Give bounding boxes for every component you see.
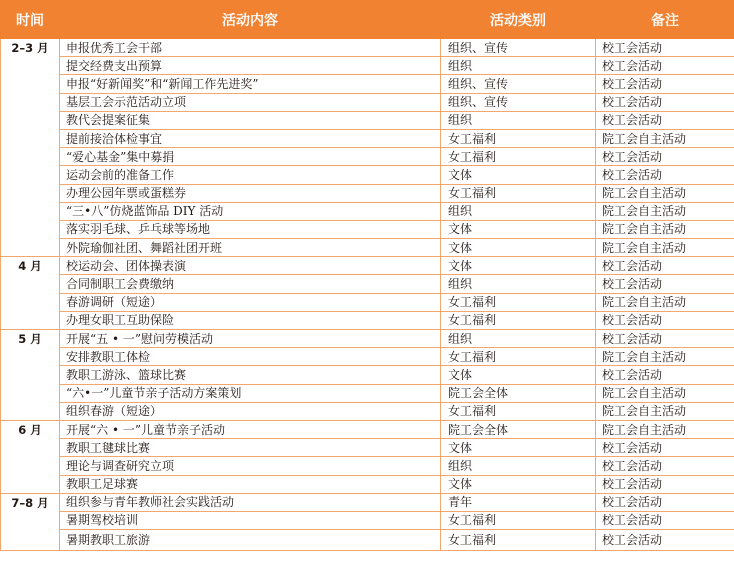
note-cell: 校工会活动 <box>596 439 734 457</box>
table-row <box>1 530 734 551</box>
note-cell: 院工会自主活动 <box>596 220 734 238</box>
activity-cell: 组织春游（短途） <box>60 402 441 420</box>
activity-cell: 开展“五 • 一”慰问劳模活动 <box>60 330 441 348</box>
activity-cell: 校运动会、团体操表演 <box>60 257 441 275</box>
category-cell: 院工会全体 <box>441 384 596 402</box>
activity-cell: 基层工会示范活动立项 <box>60 93 441 111</box>
header-note: 备注 <box>596 1 734 39</box>
note-cell: 校工会活动 <box>596 366 734 384</box>
note-cell: 院工会自主活动 <box>596 184 734 202</box>
note-cell: 院工会自主活动 <box>596 348 734 366</box>
category-cell: 文体 <box>441 239 596 257</box>
category-cell: 女工福利 <box>441 402 596 420</box>
activity-cell: 教职工游泳、篮球比赛 <box>60 366 441 384</box>
note-cell: 院工会自主活动 <box>596 202 734 220</box>
note-cell: 校工会活动 <box>596 457 734 475</box>
table-row <box>1 493 734 511</box>
table-row <box>1 148 734 166</box>
table-row <box>1 384 734 402</box>
note-cell: 校工会活动 <box>596 148 734 166</box>
note-cell: 院工会自主活动 <box>596 129 734 147</box>
note-cell: 校工会活动 <box>596 530 734 551</box>
table-row <box>1 511 734 529</box>
table-row <box>1 166 734 184</box>
note-cell: 校工会活动 <box>596 330 734 348</box>
category-cell: 文体 <box>441 366 596 384</box>
category-cell: 女工福利 <box>441 530 596 551</box>
note-cell: 校工会活动 <box>596 166 734 184</box>
time-cell: 6 月 <box>1 420 60 493</box>
category-cell: 院工会全体 <box>441 420 596 438</box>
note-cell: 院工会自主活动 <box>596 239 734 257</box>
category-cell: 组织 <box>441 57 596 75</box>
category-cell: 女工福利 <box>441 311 596 329</box>
activity-cell: 落实羽毛球、乒乓球等场地 <box>60 220 441 238</box>
table-row <box>1 239 734 257</box>
table-row <box>1 57 734 75</box>
category-cell: 组织 <box>441 111 596 129</box>
category-cell: 女工福利 <box>441 148 596 166</box>
table-row <box>1 366 734 384</box>
header-row <box>1 1 734 39</box>
category-cell: 女工福利 <box>441 184 596 202</box>
note-cell: 校工会活动 <box>596 111 734 129</box>
table-row <box>1 184 734 202</box>
table-row <box>1 111 734 129</box>
category-cell: 女工福利 <box>441 511 596 529</box>
activity-cell: 办理女职工互助保险 <box>60 311 441 329</box>
table-row <box>1 457 734 475</box>
time-cell: 4 月 <box>1 257 60 330</box>
activity-cell: 暑期教职工旅游 <box>60 530 441 551</box>
note-cell: 校工会活动 <box>596 493 734 511</box>
header-category: 活动类别 <box>441 1 596 39</box>
header-activity: 活动内容 <box>60 1 441 39</box>
note-cell: 院工会自主活动 <box>596 293 734 311</box>
table-row <box>1 402 734 420</box>
table-row <box>1 75 734 93</box>
activity-cell: 暑期驾校培训 <box>60 511 441 529</box>
note-cell: 校工会活动 <box>596 311 734 329</box>
category-cell: 文体 <box>441 220 596 238</box>
table-row <box>1 475 734 493</box>
activity-cell: 外院瑜伽社团、舞蹈社团开班 <box>60 239 441 257</box>
note-cell: 校工会活动 <box>596 275 734 293</box>
activity-cell: 春游调研（短途） <box>60 293 441 311</box>
table-row <box>1 202 734 220</box>
note-cell: 校工会活动 <box>596 511 734 529</box>
note-cell: 校工会活动 <box>596 93 734 111</box>
category-cell: 组织、宣传 <box>441 93 596 111</box>
header-time: 时间 <box>1 1 60 39</box>
category-cell: 组织、宣传 <box>441 75 596 93</box>
category-cell: 组织 <box>441 275 596 293</box>
category-cell: 女工福利 <box>441 348 596 366</box>
category-cell: 文体 <box>441 166 596 184</box>
activity-cell: 理论与调查研究立项 <box>60 457 441 475</box>
table-row <box>1 311 734 329</box>
time-cell: 2–3 月 <box>1 39 60 257</box>
table-row <box>1 257 734 275</box>
category-cell: 文体 <box>441 475 596 493</box>
activity-cell: 提前接洽体检事宜 <box>60 129 441 147</box>
category-cell: 文体 <box>441 257 596 275</box>
activity-cell: 运动会前的准备工作 <box>60 166 441 184</box>
activity-cell: 办理公园年票或蛋糕券 <box>60 184 441 202</box>
table-row <box>1 348 734 366</box>
category-cell: 组织、宣传 <box>441 39 596 57</box>
note-cell: 院工会自主活动 <box>596 420 734 438</box>
category-cell: 组织 <box>441 330 596 348</box>
note-cell: 院工会自主活动 <box>596 384 734 402</box>
table-row <box>1 129 734 147</box>
table-row <box>1 439 734 457</box>
table-row <box>1 93 734 111</box>
activity-cell: 组织参与青年教师社会实践活动 <box>60 493 441 511</box>
activity-cell: 提交经费支出预算 <box>60 57 441 75</box>
table-row <box>1 220 734 238</box>
note-cell: 校工会活动 <box>596 57 734 75</box>
activity-cell: 安排教职工体检 <box>60 348 441 366</box>
table-row <box>1 330 734 348</box>
table-header <box>1 1 734 39</box>
activity-cell: 申报“好新闻奖”和“新闻工作先进奖” <box>60 75 441 93</box>
table-row <box>1 39 734 57</box>
activity-cell: “三•八”仿烧蓝饰品 DIY 活动 <box>60 202 441 220</box>
activity-cell: 教职工毽球比赛 <box>60 439 441 457</box>
note-cell: 院工会自主活动 <box>596 402 734 420</box>
category-cell: 青年 <box>441 493 596 511</box>
category-cell: 女工福利 <box>441 293 596 311</box>
note-cell: 校工会活动 <box>596 257 734 275</box>
activity-cell: “六•一”儿童节亲子活动方案策划 <box>60 384 441 402</box>
activity-cell: 教职工足球赛 <box>60 475 441 493</box>
category-cell: 组织 <box>441 457 596 475</box>
note-cell: 校工会活动 <box>596 75 734 93</box>
table-row <box>1 420 734 438</box>
note-cell: 校工会活动 <box>596 39 734 57</box>
time-cell: 5 月 <box>1 330 60 421</box>
table-row <box>1 293 734 311</box>
time-cell: 7–8 月 <box>1 493 60 550</box>
note-cell: 校工会活动 <box>596 475 734 493</box>
table-body <box>1 39 734 551</box>
table-row <box>1 275 734 293</box>
activity-cell: 申报优秀工会干部 <box>60 39 441 57</box>
category-cell: 组织 <box>441 202 596 220</box>
activity-cell: “爱心基金”集中募捐 <box>60 148 441 166</box>
category-cell: 女工福利 <box>441 129 596 147</box>
activity-cell: 教代会提案征集 <box>60 111 441 129</box>
activity-cell: 开展“六 • 一”儿童节亲子活动 <box>60 420 441 438</box>
category-cell: 文体 <box>441 439 596 457</box>
activity-cell: 合同制职工会费缴纳 <box>60 275 441 293</box>
